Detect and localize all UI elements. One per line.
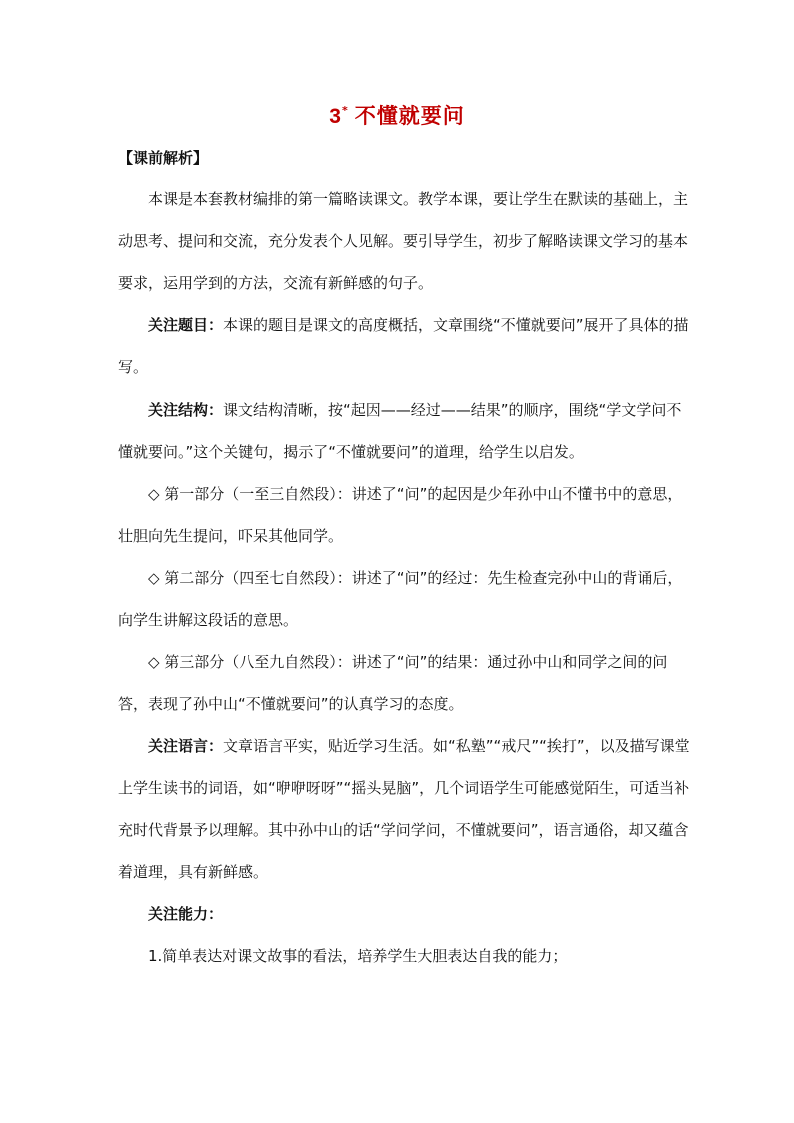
language-text: 文章语言平实，贴近学习生活。如“私塾”“戒尺”“挨打”，以及描写课堂上学生读书的词语，如“咿咿呀呀”“摇头晃脑”，几个词语学生可能感觉陌生，可适当补充时代背景予以理解。其中孙中山的话“学问学问，不懂就要问”，语言通俗，却又蕴含着道理，具有新鲜感。	[118, 737, 690, 881]
title-text: 不懂就要问	[354, 104, 465, 128]
intro-text: 本课是本套教材编排的第一篇略读课文。教学本课，要让学生在默读的基础上，主动思考、提问和交流，充分发表个人见解。要引导学生，初步了解略读课文学习的基本要求，运用学到的方法，交流有新鲜感的句子。	[118, 190, 689, 292]
intro-paragraph	[118, 178, 690, 304]
language-label: 关注语言：	[148, 737, 224, 755]
ability-item-1	[118, 935, 690, 977]
topic-paragraph	[118, 304, 690, 388]
title-mark: *	[341, 104, 349, 117]
ability-paragraph	[118, 893, 690, 935]
title-number: 3	[329, 105, 342, 128]
language-paragraph	[118, 725, 690, 893]
structure-label: 关注结构：	[148, 401, 224, 419]
page-title	[0, 100, 794, 130]
topic-label: 关注题目：	[148, 316, 224, 334]
part1-text: ◇ 第一部分（一至三自然段）：讲述了“问”的起因是少年孙中山不懂书中的意思，壮胆向先生提问，吓呆其他同学。	[118, 485, 683, 545]
section-heading: 【课前解析】	[118, 149, 209, 167]
ability-item1-text: 1.简单表达对课文故事的看法，培养学生大胆表达自我的能力；	[148, 947, 568, 965]
topic-text: 本课的题目是课文的高度概括，文章围绕“不懂就要问”展开了具体的描写。	[118, 316, 689, 376]
structure-text: 课文结构清晰，按“起因——经过——结果”的顺序，围绕“学文学问不懂就要问。”这个关键句，揭示了“不懂就要问”的道理，给学生以启发。	[118, 401, 682, 461]
structure-paragraph	[118, 389, 690, 473]
part3-paragraph	[118, 641, 690, 725]
part2-paragraph	[118, 557, 690, 641]
part3-text: ◇ 第三部分（八至九自然段）：讲述了“问”的结果：通过孙中山和同学之间的问答，表现了孙中山“不懂就要问”的认真学习的态度。	[118, 653, 668, 713]
part2-text: ◇ 第二部分（四至七自然段）：讲述了“问”的经过：先生检查完孙中山的背诵后，向学生讲解这段话的意思。	[118, 569, 683, 629]
part1-paragraph	[118, 473, 690, 557]
ability-label: 关注能力：	[148, 905, 224, 923]
